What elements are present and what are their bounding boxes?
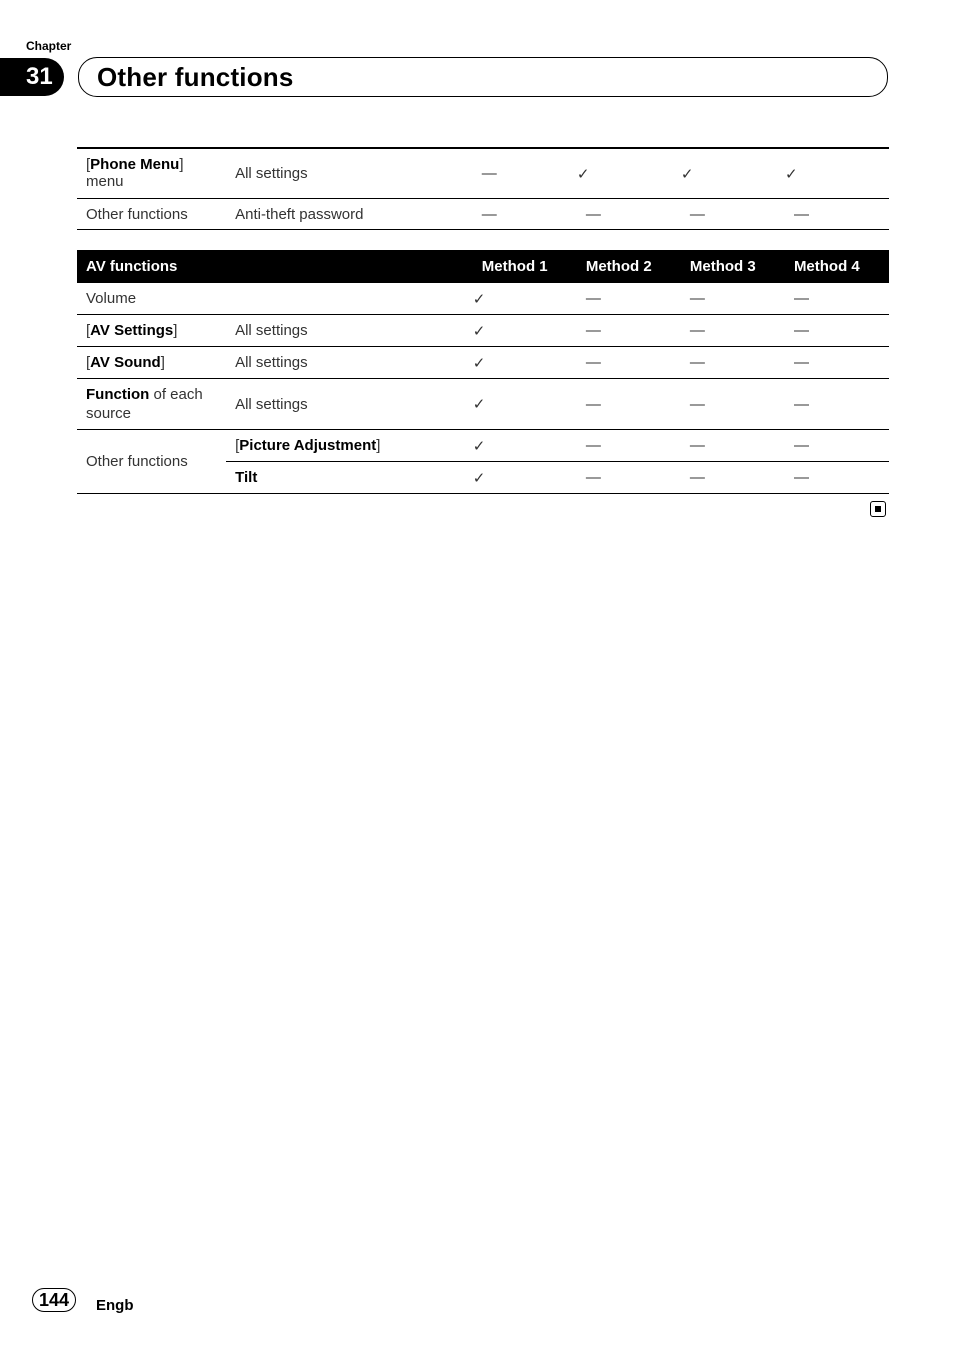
menu-name: AV Settings <box>90 322 174 339</box>
method-4-cell: — <box>793 290 809 307</box>
function-cell <box>77 379 226 430</box>
chapter-label: Chapter <box>26 39 72 53</box>
setting-cell: All settings <box>235 395 308 413</box>
function-subtext: of each source <box>86 386 203 422</box>
table-row <box>77 199 889 230</box>
function-cell: Other functions <box>86 205 188 223</box>
method-3-cell: — <box>689 205 705 223</box>
method-4-cell: ✓ <box>784 165 798 183</box>
setting-cell <box>226 430 473 462</box>
end-of-section-icon <box>870 501 886 517</box>
method-3-cell: — <box>689 354 705 371</box>
function-cell: Volume <box>86 290 137 307</box>
table-row <box>77 430 889 462</box>
bracket: [ <box>86 322 91 339</box>
method-1-cell: — <box>481 205 497 223</box>
table-row <box>77 148 889 199</box>
method-2-cell: — <box>585 322 601 339</box>
method-4-cell: — <box>793 205 809 223</box>
setting-cell: All settings <box>235 165 308 182</box>
chapter-number-tab: 31 <box>0 58 64 96</box>
method-3-cell: ✓ <box>680 165 694 183</box>
table-row <box>77 347 889 379</box>
title-banner <box>78 57 888 97</box>
header-method-1: Method 1 <box>473 250 577 283</box>
table-row <box>77 315 889 347</box>
method-1-cell: ✓ <box>472 469 486 487</box>
method-3-cell: — <box>689 395 705 413</box>
method-1-cell: ✓ <box>472 322 486 340</box>
method-4-cell: — <box>793 354 809 371</box>
setting-cell <box>226 283 473 315</box>
method-3-cell: — <box>689 290 705 307</box>
table-header-row <box>77 250 889 283</box>
function-subtext: menu <box>86 173 124 190</box>
method-2-cell: — <box>585 205 601 223</box>
bracket: ] <box>160 354 165 371</box>
bracket: [ <box>86 354 91 371</box>
function-cell: Other functions <box>86 453 188 470</box>
table-row <box>77 379 889 430</box>
menu-name: Function <box>86 386 150 403</box>
method-4-cell: — <box>793 395 809 413</box>
av-functions-table <box>77 250 889 494</box>
bracket: ] <box>179 156 184 173</box>
setting-cell <box>226 462 473 494</box>
table-row <box>77 283 889 315</box>
header-method-4: Method 4 <box>785 250 889 283</box>
setting-name: Picture Adjustment <box>239 437 377 454</box>
method-2-cell: — <box>585 290 601 307</box>
method-3-cell: — <box>689 322 705 339</box>
menu-name: Phone Menu <box>90 156 180 173</box>
method-4-cell: — <box>793 437 809 454</box>
bracket: [ <box>235 437 240 454</box>
page-number: 144 <box>32 1288 76 1312</box>
method-1-cell: ✓ <box>472 354 486 372</box>
method-3-cell: — <box>689 469 705 486</box>
function-cell <box>77 315 226 347</box>
menu-name: AV Sound <box>90 354 161 371</box>
method-2-cell: ✓ <box>576 165 590 183</box>
method-2-cell: — <box>585 354 601 371</box>
bracket: ] <box>173 322 178 339</box>
page-title: Other functions <box>97 62 294 92</box>
setting-name: Tilt <box>235 469 258 486</box>
method-4-cell: — <box>793 322 809 339</box>
bracket: ] <box>376 437 381 454</box>
setting-cell: All settings <box>235 322 308 339</box>
method-1-cell: ✓ <box>472 396 486 413</box>
method-2-cell: — <box>585 437 601 454</box>
method-1-cell: — <box>481 165 497 182</box>
functions-table-continued <box>77 147 889 230</box>
language-code: Engb <box>96 1297 134 1314</box>
setting-cell: Anti-theft password <box>235 205 364 223</box>
header-method-3: Method 3 <box>681 250 785 283</box>
header-blank <box>226 250 473 283</box>
method-4-cell: — <box>793 469 809 486</box>
method-2-cell: — <box>585 469 601 486</box>
bracket: [ <box>86 156 91 173</box>
method-1-cell: ✓ <box>472 290 486 308</box>
header-av-functions: AV functions <box>77 250 226 283</box>
setting-cell: All settings <box>235 354 308 371</box>
method-3-cell: — <box>689 437 705 454</box>
method-2-cell: — <box>585 395 601 413</box>
method-1-cell: ✓ <box>472 437 486 455</box>
function-cell <box>77 148 226 199</box>
function-cell <box>77 347 226 379</box>
header-method-2: Method 2 <box>577 250 681 283</box>
